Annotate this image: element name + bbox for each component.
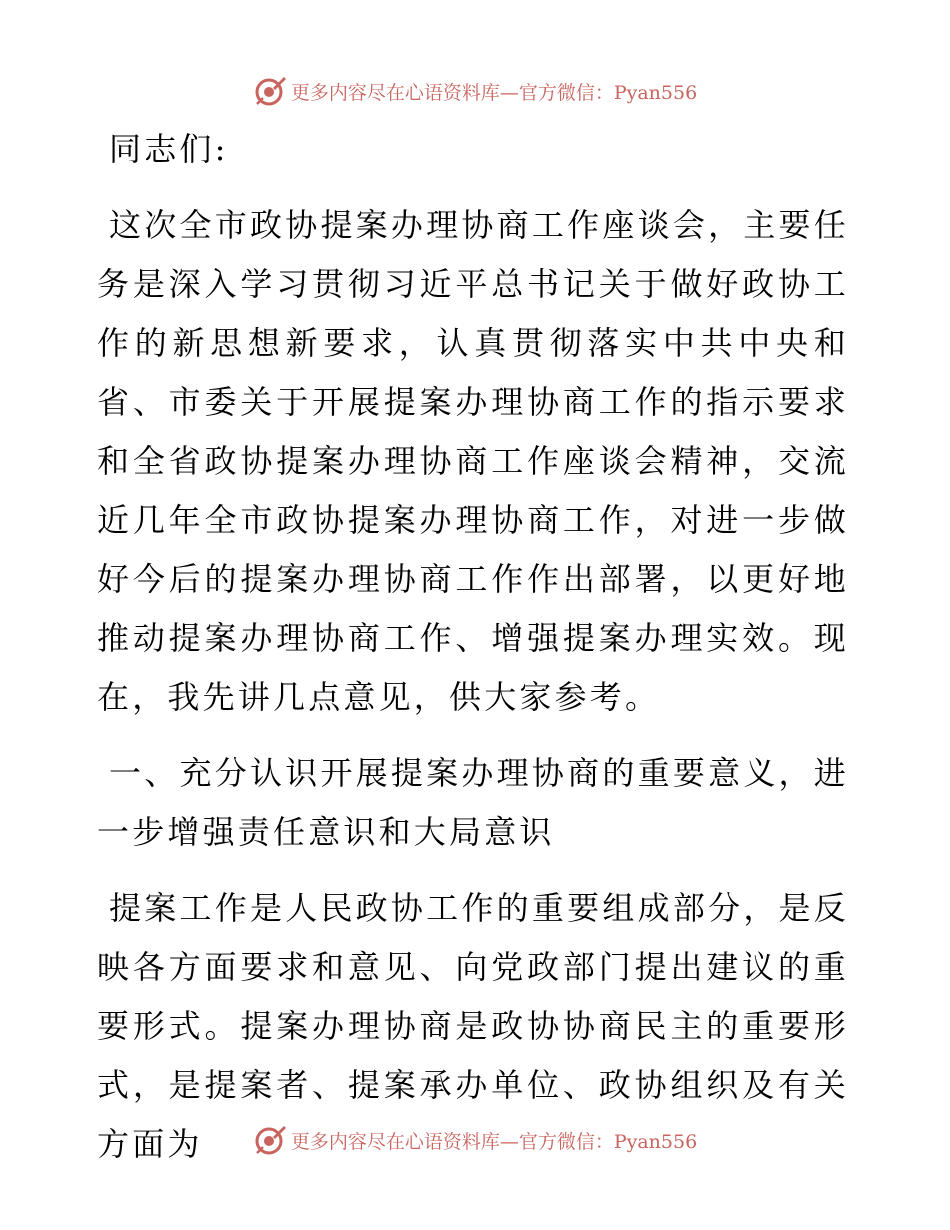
watermark-header [0, 71, 950, 111]
section-heading-1: 一、充分认识开展提案办理协商的重要意义，进一步增强责任意识和大局意识 [97, 754, 849, 851]
document-body [97, 120, 849, 1174]
watermark-text: 更多内容尽在心语资料库—官方微信：Pyan556 [290, 81, 698, 104]
paragraph-intro: 这次全市政协提案办理协商工作座谈会，主要任务是深入学习贯彻习近平总书记关于做好政协工作的新思想新要求，认真贯彻落实中共中央和省、市委关于开展提案办理协商工作的指示要求和全省政协提案办理协商工作座谈会精神，交流近几年全市政协提案办理协商工作，对进一步做好今后的提案办理协商工作作出部署，以更好地推动提案办理协商工作、增强提案办理实效。现在，我先讲几点意见，供大家参考。 [97, 206, 849, 716]
watermark-logo-icon [253, 1123, 287, 1157]
watermark-logo-icon [253, 74, 287, 108]
watermark-footer [0, 1120, 950, 1160]
greeting: 同志们: [109, 130, 229, 168]
paragraph-section-1: 提案工作是人民政协工作的重要组成部分，是反映各方面要求和意见、向党政部门提出建议的重要形式。提案办理协商是政协协商民主的重要形式，是提案者、提案承办单位、政协组织及有关方面为 [97, 889, 849, 1163]
watermark-text: 更多内容尽在心语资料库—官方微信：Pyan556 [290, 1130, 698, 1153]
